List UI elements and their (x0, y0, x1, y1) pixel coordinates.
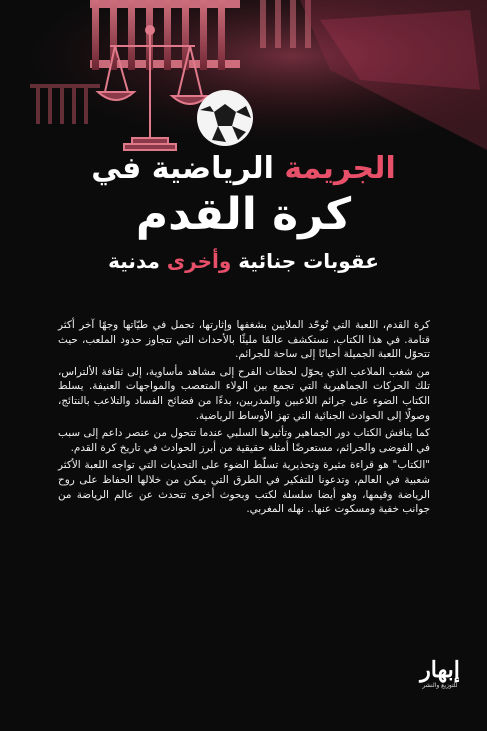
publisher-tagline: للتوزيع والنشر (422, 682, 458, 689)
title-block (0, 150, 487, 276)
blurb-paragraph: كما يناقش الكتاب دور الجماهير وتأثيرها السلبي عندما تتحول من عنصر داعم إلى سبب في الفوضى والجرائم، مستعرضًا أمثلة حقيقية من أبرز الحوادث في تاريخ كرة القدم. (58, 427, 430, 454)
subtitle-accent: وأخرى (166, 249, 232, 273)
blurb-paragraph: "الكتاب" هو قراءة مثيرة وتحذيرية تسلّط الضوء على التحديات التي تواجه اللعبة الأكثر شعبية في العالم، وتدعونا للتفكير في الطرق التي يمكن من خلالها الحفاظ على روح الرياضة وقيمها، وهو أيضا سلسلة لكتب وبحوث أخرى تتحدث عن عالم الرياضة من جوانب خفية ومسكوت عنها.. نهله المغربي. (58, 459, 430, 516)
book-title-line1 (0, 150, 487, 188)
book-title-line2: كرة القدم (135, 189, 352, 240)
blurb-paragraph: كرة القدم، اللعبة التي تُوحّد الملايين بشغفها وإثارتها، تحمل في طيّاتها وجهًا آخر أكثر قتامة. في هذا الكتاب، نستكشف عالمًا مليئًا بالأحداث التي تتجاوز حدود الملعب، حيث تتحوّل اللعبة الجميلة أحيانًا إلى ساحة للجرائم. (58, 319, 430, 361)
publisher-logo (410, 658, 470, 690)
subtitle-part2: مدنية (108, 249, 167, 273)
publisher-name: إبهار (420, 657, 460, 683)
soccer-ball-icon (197, 90, 253, 146)
subtitle-part1: عقوبات جنائية (231, 249, 379, 273)
title-accent-word: الجريمة (284, 151, 396, 186)
title-rest: الرياضية في (91, 151, 285, 186)
cover-artwork (0, 0, 487, 160)
blurb-paragraph: من شغب الملاعب الذي يحوّل لحظات الفرح إلى مشاهد مأساوية، إلى ثقافة الألتراس، تلك الحركات الجماهيرية التي تجمع بين الولاء المتعصب والمواجهات العنيفة. يسلط الكتاب الضوء على جرائم اللاعبين والمدربين، بدءًا من فضائح الفساد والتلاعب بالنتائج، وصولًا إلى الحوادث الجنائية التي تهز الأوساط الرياضية. (58, 365, 430, 422)
blurb-text (58, 318, 430, 520)
book-subtitle (0, 246, 487, 276)
